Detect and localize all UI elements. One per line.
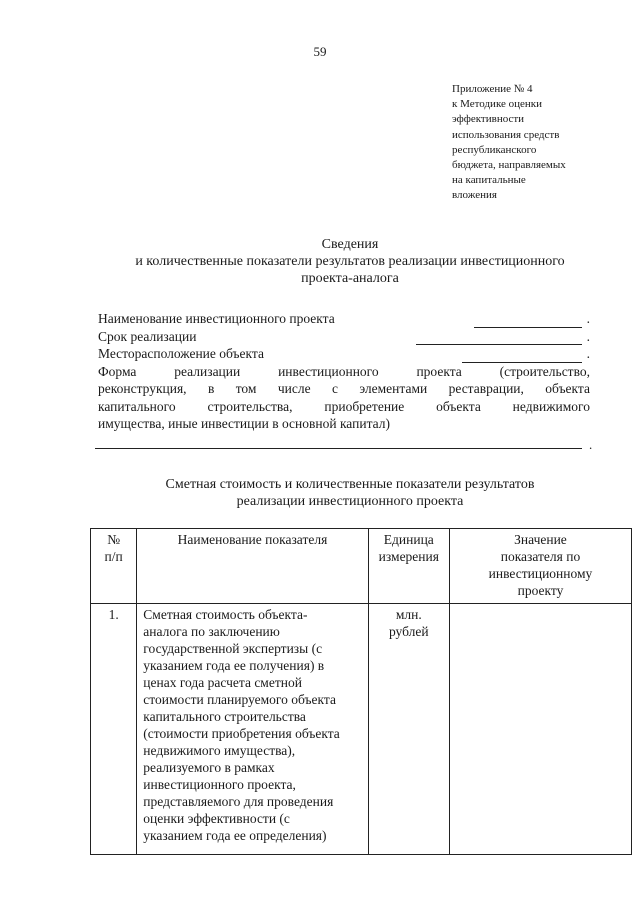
subtitle-line: Сметная стоимость и количественные показатели результатов: [165, 477, 535, 492]
header-unit: [368, 529, 449, 604]
cell-line: Сметная стоимость объекта-: [143, 607, 308, 622]
document-title: [90, 236, 610, 287]
fill-in-line: [474, 315, 582, 328]
project-fields: [98, 310, 590, 433]
cell-line: реализуемого в рамках: [143, 760, 275, 775]
table-row: [91, 604, 632, 855]
field-dot: .: [586, 311, 590, 326]
row-number: 1.: [91, 604, 137, 855]
header-text: инвестиционному: [488, 566, 593, 581]
appendix-line: Приложение № 4: [452, 83, 533, 95]
cell-line: инвестиционного проекта,: [143, 777, 296, 792]
field-location: [98, 345, 590, 363]
field-dot: .: [589, 437, 593, 452]
cell-line: капитального строительства: [143, 709, 306, 724]
field-project-name: [98, 310, 590, 328]
appendix-line: республиканского: [452, 143, 537, 156]
indicators-table: [90, 528, 632, 855]
cell-line: указанием года ее получения) в: [143, 658, 325, 673]
header-text: №: [107, 532, 121, 547]
cell-line: представляемого для проведения: [143, 794, 334, 809]
cell-line: млн.: [395, 607, 422, 622]
form-text-line: реконструкция, в том числе с элементами реставрации, объекта: [98, 381, 590, 396]
fill-in-line: [95, 448, 582, 449]
field-label: Наименование инвестиционного проекта: [98, 311, 335, 326]
cell-line: (стоимости приобретения объекта: [143, 726, 340, 741]
form-text-line: имущества, иные инвестиции в основной капитал): [98, 416, 390, 431]
form-text-line: капитального строительства, приобретение объекта недвижимого: [98, 398, 590, 414]
header-text: п/п: [104, 549, 123, 564]
header-text: Наименование показателя: [177, 532, 328, 547]
appendix-line: вложения: [452, 189, 497, 202]
row-value: [449, 604, 631, 855]
fill-in-line: [462, 350, 582, 363]
header-text: Значение: [514, 532, 567, 547]
cell-line: указанием года ее определения): [143, 828, 327, 843]
row-unit: [368, 604, 449, 855]
appendix-line: на капитальные: [452, 174, 526, 187]
appendix-line: эффективности: [452, 113, 525, 126]
table-header-row: [91, 529, 632, 604]
appendix-line: использования средств: [452, 128, 560, 141]
title-line: и количественные показатели результатов реализации инвестиционного: [135, 254, 565, 269]
cell-line: стоимости планируемого объекта: [143, 692, 336, 707]
field-period: [98, 328, 590, 346]
appendix-note: [452, 82, 566, 204]
page-number: 59: [313, 44, 327, 59]
cell-line: оценки эффективности (с: [143, 811, 290, 826]
form-text-line: Форма реализации инвестиционного проекта (строительство,: [98, 363, 590, 379]
title-line: Сведения: [321, 237, 379, 252]
cell-line: рублей: [388, 624, 429, 639]
row-indicator-name: [137, 604, 368, 855]
cell-line: ценах года расчета сметной: [143, 675, 302, 690]
header-value: [449, 529, 631, 604]
header-text: Единица: [383, 532, 434, 547]
cell-line: аналога по заключению: [143, 624, 280, 639]
section-subtitle: [90, 476, 610, 510]
appendix-line: к Методике оценки: [452, 98, 543, 111]
field-dot: .: [586, 328, 590, 344]
title-line: проекта-аналога: [301, 271, 399, 286]
field-label: Срок реализации: [98, 328, 197, 344]
header-text: проекту: [517, 583, 564, 598]
fill-in-line: [416, 332, 582, 345]
cell-line: государственной экспертизы (с: [143, 641, 323, 656]
header-text: измерения: [378, 549, 439, 564]
subtitle-line: реализации инвестиционного проекта: [236, 494, 464, 509]
header-number: [91, 529, 137, 604]
cell-line: недвижимого имущества),: [143, 743, 296, 758]
field-dot: .: [586, 346, 590, 361]
header-indicator-name: [137, 529, 368, 604]
appendix-line: бюджета, направляемых: [452, 159, 566, 172]
header-text: показателя по: [500, 549, 581, 564]
field-label: Месторасположение объекта: [98, 346, 264, 361]
